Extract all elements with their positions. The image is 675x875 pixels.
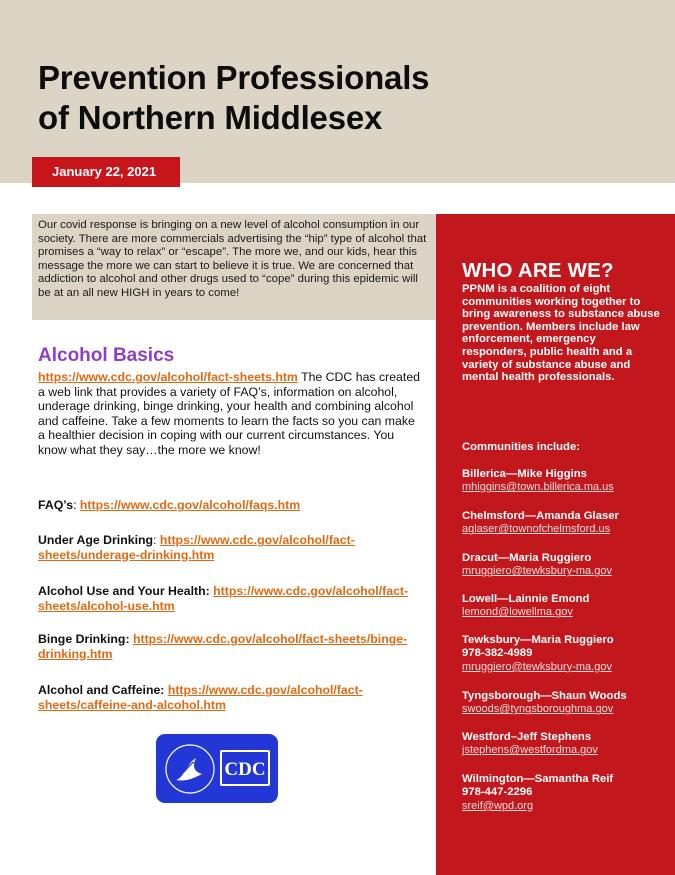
- hhs-eagle-icon: [176, 758, 202, 781]
- resource-sep: :: [73, 498, 80, 512]
- resource-caffeine-alcohol: [38, 683, 423, 712]
- resource-label: Alcohol and Caffeine:: [38, 683, 165, 697]
- date-badge: January 22, 2021: [32, 157, 180, 187]
- contact-name: Billerica—Mike Higgins: [462, 468, 587, 480]
- title-line-1: Prevention Professionals: [38, 59, 430, 96]
- contact-westford: [462, 731, 667, 758]
- contact-email[interactable]: jstephens@westfordma.gov: [462, 744, 598, 757]
- contact-email[interactable]: sreif@wpd.org: [462, 799, 534, 812]
- contact-lowell: [462, 593, 667, 620]
- contact-tyngsborough: [462, 690, 667, 717]
- alcohol-basics-heading: Alcohol Basics: [38, 345, 175, 366]
- contact-chelmsford: [462, 510, 667, 537]
- contact-email[interactable]: swoods@tyngsboroughma.gov: [462, 703, 614, 716]
- cdc-logo-art: [156, 734, 278, 803]
- resource-link[interactable]: https://www.cdc.gov/alcohol/faqs.htm: [79, 498, 301, 512]
- contact-wilmington: [462, 773, 667, 813]
- resource-link[interactable]: https://www.cdc.gov/alcohol/fact-sheets/underage-drinking.htm: [38, 533, 355, 562]
- contact-name: Tyngsborough—Shaun Woods: [462, 690, 627, 702]
- resource-link[interactable]: https://www.cdc.gov/alcohol/fact-sheets/binge-drinking.htm: [38, 632, 408, 661]
- alcohol-basics-paragraph: [38, 370, 423, 457]
- coalition-description: PPNM is a coalition of eight communities working together to bring awareness to substance abuse prevention. Members include law enforcement, emergency responders, public health and a variety of substance abuse and mental health professionals.: [462, 283, 660, 384]
- resource-label: FAQ’s: [38, 498, 74, 512]
- resource-link[interactable]: https://www.cdc.gov/alcohol/fact-sheets/caffeine-and-alcohol.htm: [38, 683, 363, 712]
- resource-alcohol-use: [38, 584, 423, 613]
- contact-tewksbury: [462, 634, 667, 674]
- contact-email[interactable]: aglaser@townofchelmsford.us: [462, 523, 611, 536]
- resource-binge-drinking: [38, 632, 423, 661]
- page-title: [38, 58, 429, 138]
- contact-name: Westford–Jeff Stephens: [462, 731, 592, 743]
- intro-text: Our covid response is bringing on a new level of alcohol consumption in our society. There are more commercials advertising the “hip” type of alcohol that promises a “way to relax” or “escape”. The more we, and our kids, hear this message the more we can start to believe it is true. We are concerned that addiction to alcohol and other drugs used to “cope” during this epidemic will be at an all new HIGH in years to come!: [32, 214, 436, 320]
- contact-name: Chelmsford—Amanda Glaser: [462, 510, 619, 522]
- resource-label: Alcohol Use and Your Health:: [38, 584, 210, 598]
- resource-underage-drinking: [38, 533, 423, 562]
- resource-label: Binge Drinking:: [38, 632, 130, 646]
- cdc-hhs-logo: [156, 734, 278, 803]
- contact-name: Wilmington—Samantha Reif: [462, 773, 614, 785]
- contact-name: Lowell—Lainnie Emond: [462, 593, 590, 605]
- contact-email[interactable]: mhiggins@town.billerica.ma.us: [462, 481, 614, 494]
- contact-billerica: [462, 468, 667, 495]
- resource-sep: :: [153, 533, 160, 547]
- who-are-we-heading: WHO ARE WE?: [462, 259, 614, 282]
- contact-email[interactable]: mruggiero@tewksbury-ma.gov: [462, 660, 612, 673]
- alcohol-basics-text: The CDC has created a web link that provides a variety of FAQ’s, information on alcohol, underage drinking, binge drinking, your health and combining alcohol and caffeine. Take a few moments to learn the facts so you can make a healthier decision in coping with our current circumstances. You know what they say…the more we know!: [38, 370, 420, 457]
- contact-phone: 978-447-2296: [462, 786, 533, 799]
- cdc-wordmark: CDC: [224, 759, 266, 780]
- fact-sheets-link[interactable]: https://www.cdc.gov/alcohol/fact-sheets.htm: [38, 370, 298, 384]
- contact-email[interactable]: lemond@lowellma.gov: [462, 606, 573, 619]
- contact-phone: 978-382-4989: [462, 647, 533, 660]
- resource-label: Under Age Drinking: [38, 533, 154, 547]
- communities-heading: Communities include:: [462, 441, 580, 453]
- contact-name: Dracut—Maria Ruggiero: [462, 552, 592, 564]
- contact-email[interactable]: mruggiero@tewksbury-ma.gov: [462, 565, 612, 578]
- title-line-2: of Northern Middlesex: [38, 99, 383, 136]
- contact-dracut: [462, 552, 667, 579]
- resource-faqs: [38, 498, 423, 513]
- contact-name: Tewksbury—Maria Ruggiero: [462, 634, 614, 646]
- resource-link[interactable]: https://www.cdc.gov/alcohol/fact-sheets/alcohol-use.htm: [38, 584, 409, 613]
